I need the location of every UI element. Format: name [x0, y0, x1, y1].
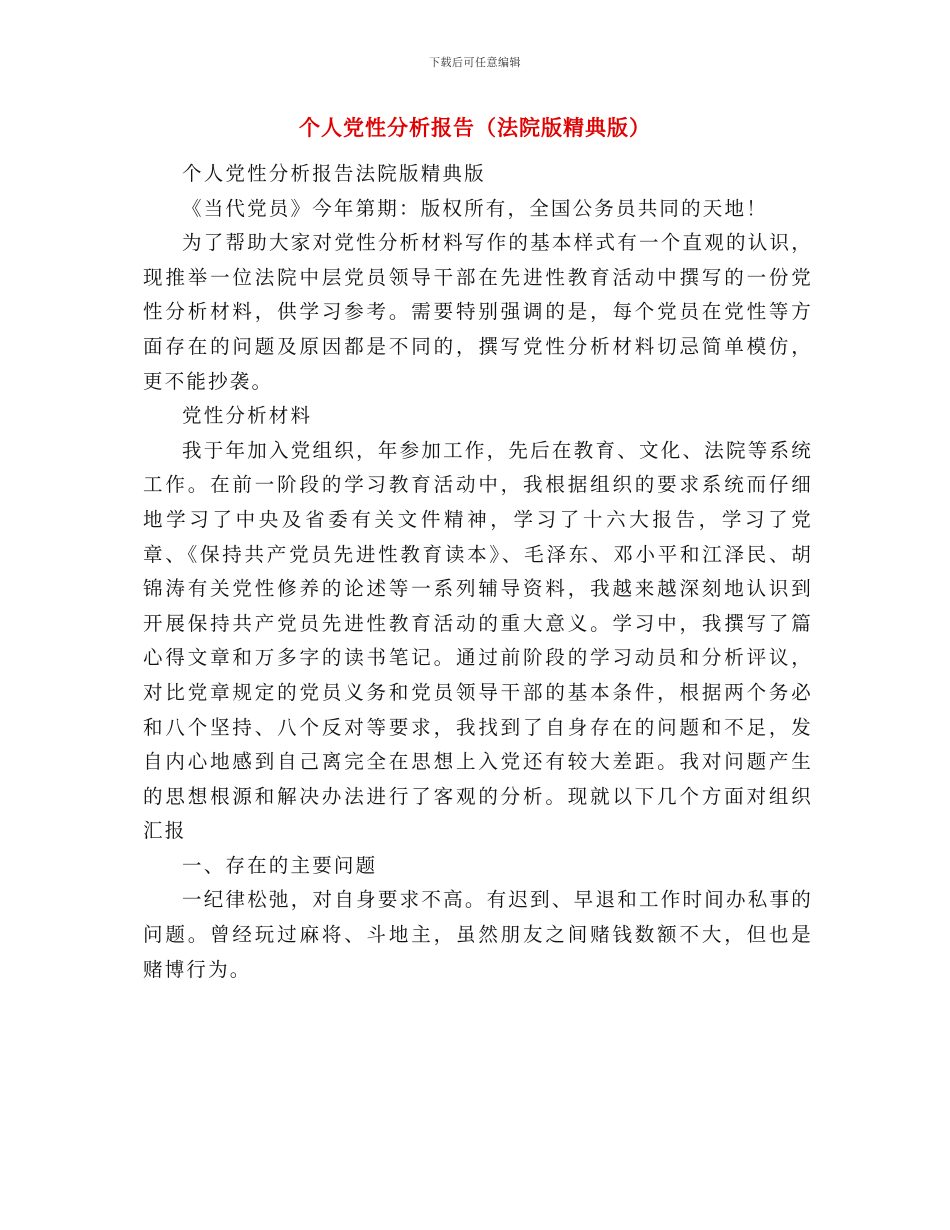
paragraph-intro: 为了帮助大家对党性分析材料写作的基本样式有一个直观的认识，现推举一位法院中层党员领导干部在先进性教育活动中撰写的一份党性分析材料，供学习参考。需要特别强调的是，每个党员在党性等方面存在的问题及原因都是不同的，撰写党性分析材料切忌简单模仿，更不能抄袭。: [143, 231, 813, 393]
paragraph-subtitle: 个人党性分析报告法院版精典版: [182, 162, 486, 185]
document-title: 个人党性分析报告（法院版精典版）: [299, 116, 651, 140]
paragraph-discipline: 一纪律松弛，对自身要求不高。有迟到、早退和工作时间办私事的问题。曾经玩过麻将、斗地主，虽然朋友之间赌钱数额不大，但也是赌博行为。: [143, 888, 813, 981]
document-body: [143, 157, 813, 987]
section-heading-material: 党性分析材料: [182, 404, 313, 428]
paragraph-main: 我于年加入党组织，年参加工作，先后在教育、文化、法院等系统工作。在前一阶段的学习教育活动中，我根据组织的要求系统而仔细地学习了中央及省委有关文件精神，学习了十六大报告，学习了党章、《保持共产党员先进性教育读本》、毛泽东、邓小平和江泽民、胡锦涛有关党性修养的论述等一系列辅导资料，我越来越深刻地认识到开展保持共产党员先进性教育活动的重大意义。学习中，我撰写了篇心得文章和万多字的读书笔记。通过前阶段的学习动员和分析评议，对比党章规定的党员义务和党员领导干部的基本条件，根据两个务必和八个坚持、八个反对等要求，我找到了自身存在的问题和不足，发自内心地感到自己离完全在思想上入党还有较大差距。我对问题产生的思想根源和解决办法进行了客观的分析。现就以下几个方面对组织汇报: [143, 438, 813, 843]
paragraph-source: 《当代党员》今年第期：版权所有，全国公务员共同的天地！: [182, 196, 768, 220]
header-note: 下载后可任意编辑: [429, 56, 521, 69]
section-heading-problems: 一、存在的主要问题: [182, 853, 378, 877]
